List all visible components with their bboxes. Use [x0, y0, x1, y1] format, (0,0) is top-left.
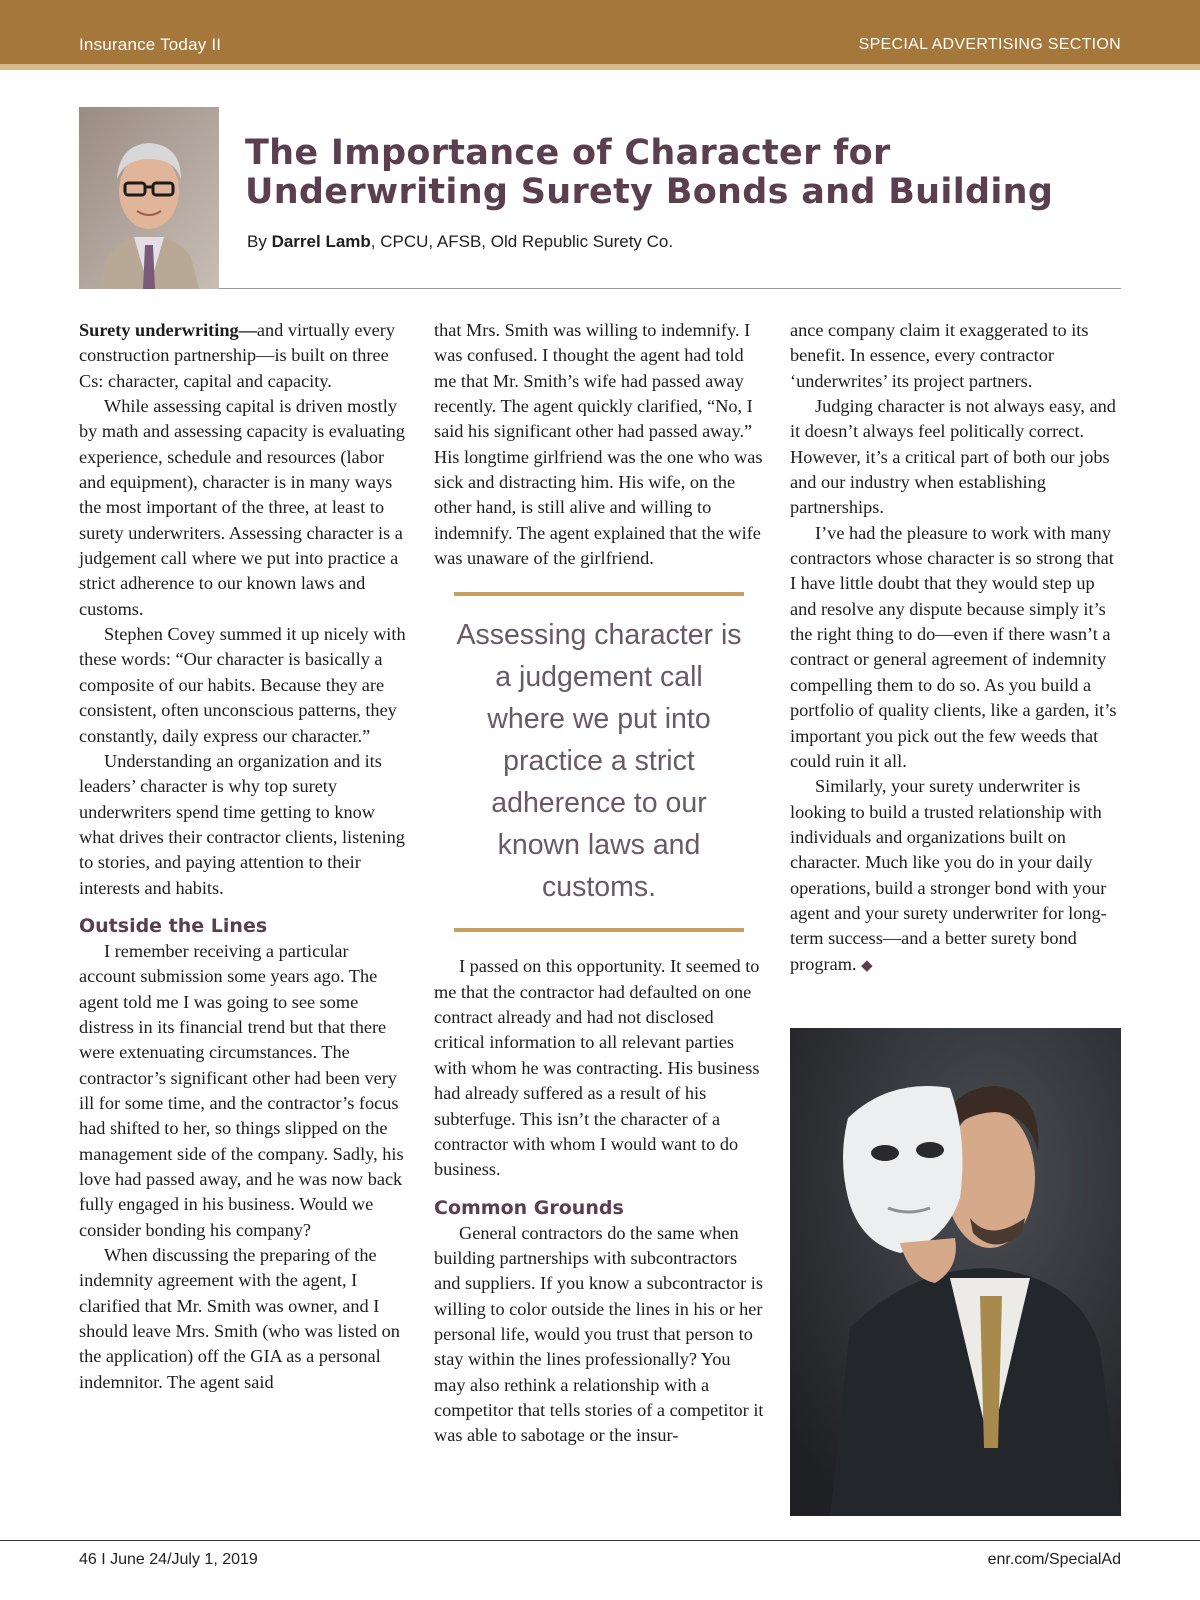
column-3 [790, 318, 1120, 979]
article-title: The Importance of Character for Underwriting Surety Bonds and Building [245, 133, 1054, 212]
subheading-common-grounds: Common Grounds [434, 1196, 624, 1219]
paragraph: Understanding an organization and its leaders’ character is why top surety underwriters spend time getting to know what drives their contractor clients, listening to stories, and paying attention to their interests and habits. [79, 750, 405, 898]
column-2 [434, 318, 764, 1449]
paragraph: I’ve had the pleasure to work with many contractors whose character is so strong that I have little doubt that they would step up and resolve any dispute because simply it’s the right thing to do—even if there wasn’t a contract or general agreement of indemnity compelling them to do so. As you build a portfolio of quality clients, like a garden, it’s important you pick out the few weeds that could ruin it all. [790, 522, 1117, 771]
paragraph: Judging character is not always easy, and it doesn’t always feel politically correct. However, it’s a critical part of both our jobs and our industry when establishing partnerships. [790, 396, 1116, 518]
header-divider [219, 288, 1121, 289]
lead-paragraph-text: and virtually every construction partnership—is built on three Cs: character, capital and capacity. [79, 320, 395, 391]
footer-divider [0, 1540, 1200, 1541]
paragraph: General contractors do the same when building partnerships with subcontractors and suppliers. If you know a subcontractor is willing to color outside the lines in his or her personal life, would you trust that person to stay within the lines professionally? You may also rethink a relationship with a competitor that tells stories of a competitor it was able to sabotage or the insur- [434, 1222, 764, 1446]
column-1 [79, 318, 409, 1395]
author-credentials: , CPCU, AFSB, Old Republic Surety Co. [370, 232, 674, 251]
author-name: Darrel Lamb [271, 232, 371, 251]
paragraph: I remember receiving a particular account submission some years ago. The agent told me I was going to see some distress in its financial trend but that there were extenuating circumstances. The contractor’s significant other had been very ill for some time, and the contractor’s focus had shifted to her, so things slipped on the management side of the company. Sadly, his love had passed away, and he was now back fully engaged in his business. Would we consider bonding his company? [79, 940, 404, 1240]
header-accent-line [0, 64, 1200, 70]
paragraph: that Mrs. Smith was willing to indemnify. I was confused. I thought the agent had told me that Mr. Smith’s wife had passed away recently. The agent quickly clarified, “No, I said his significant other had passed away.” His longtime girlfriend was the one who was sick and distracting him. His wife, on the other hand, is still alive and willing to indemnify. The agent explained that the wife was unaware of the girlfriend. [434, 320, 763, 569]
footer-url: enr.com/SpecialAd [987, 1551, 1121, 1568]
paragraph: While assessing capital is driven mostly by math and assessing capacity is evaluating experience, schedule and resources (labor and equipment), character is in many ways the most important of the three, at least to surety underwriters. Assessing character is a judgement call where we put into practice a strict adherence to our known laws and customs. [79, 396, 405, 619]
paragraph [79, 318, 409, 394]
section-label: SPECIAL ADVERTISING SECTION [858, 36, 1121, 53]
author-portrait [79, 107, 219, 289]
byline-prefix: By [247, 232, 267, 251]
header-banner [0, 0, 1200, 64]
paragraph: ance company claim it exaggerated to its benefit. In essence, every contractor ‘underwrites’ its project partners. [790, 320, 1089, 391]
masked-man-photo [790, 1028, 1121, 1516]
closing-paragraph-text: Similarly, your surety underwriter is looking to build a trusted relationship with individuals and organizations built on character. Much like you do in your daily operations, build a stronger bond with your agent and your surety underwriter for long-term success—and a better surety bond program. [790, 776, 1107, 974]
paragraph [790, 774, 1120, 979]
paragraph: When discussing the preparing of the indemnity agreement with the agent, I clarified that Mr. Smith was owner, and I should leave Mrs. Smith (who was listed on the application) off the GIA as a personal indemnitor. The agent said [79, 1245, 400, 1392]
page-info: 46 I June 24/July 1, 2019 [79, 1551, 258, 1568]
byline [247, 232, 673, 252]
publication-name: Insurance Today II [79, 35, 222, 54]
subheading-outside-the-lines: Outside the Lines [79, 914, 268, 937]
lead-in: Surety underwriting— [79, 320, 257, 340]
end-mark-icon: ◆ [861, 957, 873, 974]
paragraph: I passed on this opportunity. It seemed to me that the contractor had defaulted on one contract already and had not disclosed critical information to all relevant parties with whom he was contracting. His business had already suffered as a result of his subterfuge. This isn’t the character of a contractor with whom I would want to do business. [434, 956, 760, 1180]
pull-quote: Assessing character is a judgement call where we put into practice a strict adherence to our known laws and customs. [454, 592, 744, 932]
paragraph: Stephen Covey summed it up nicely with these words: “Our character is basically a composite of our habits. Because they are consistent, often unconscious patterns, they constantly, daily express our character.” [79, 624, 406, 746]
